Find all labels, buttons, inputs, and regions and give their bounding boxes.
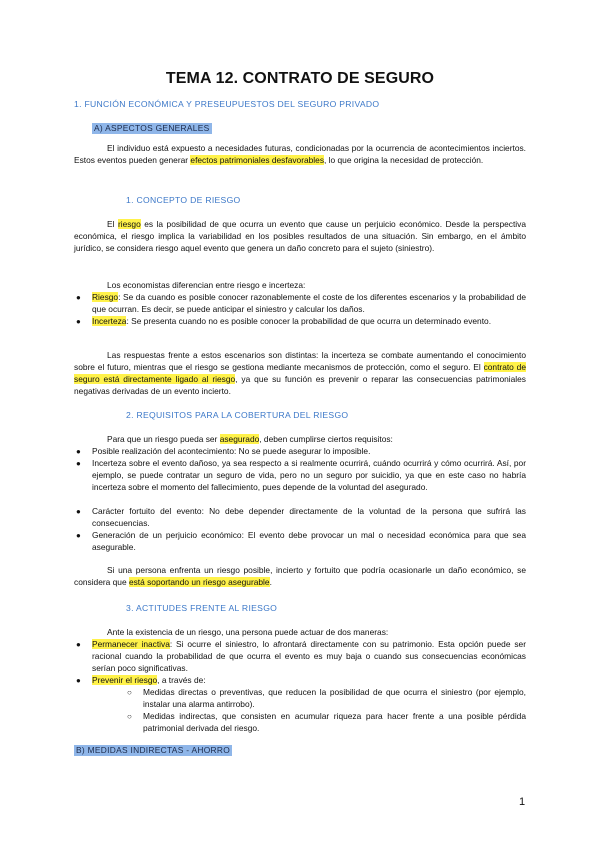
riesgo-text: El xyxy=(107,219,118,229)
bullet-text: : Se da cuando es posible conocer razonablemente el coste de los diferentes escenarios y la probabilidad de que ocurran. Es decir, se puede anticipar el siniestro y calcular los daños. xyxy=(92,292,526,314)
list-item xyxy=(76,506,526,530)
intro-text: El individuo está expuesto a necesidades futuras, condicionadas por la ocurrencia de acontecimientos inciertos. Estos eventos pueden generar xyxy=(74,143,526,165)
bullet-highlight: Incerteza xyxy=(92,316,127,326)
subheading-requisitos: 2. REQUISITOS PARA LA COBERTURA DEL RIESGO xyxy=(126,410,349,420)
bullet-icon: ● xyxy=(76,676,81,685)
respuestas-text: Las respuestas frente a estos escenarios son distintas: la incerteza se combate aumentando el conocimiento sobre el futuro, mientras que el riesgo se gestiona mediante mecanismos de protección, como el seguro. El xyxy=(74,350,526,372)
list-item xyxy=(76,458,526,494)
bullet-text: Incerteza sobre el evento dañoso, ya sea respecto a si realmente ocurrirá, cuándo ocurrirá y cómo ocurrirá. Así, por ejemplo, se puede contratar un seguro de vida, pero no un seguro por suicidio, ya que en este caso no habría incerteza sobre el momento del fallecimiento, pues depende de la voluntad del asegurado. xyxy=(92,458,526,492)
requisitos-text-end: , deben cumplirse ciertos requisitos: xyxy=(259,434,393,444)
section-b-heading: B) MEDIDAS INDIRECTAS - AHORRO xyxy=(76,745,231,755)
list-item xyxy=(76,446,526,458)
list-item xyxy=(76,292,526,316)
respuestas-highlight: contrato de seguro está directamente ligado al riesgo xyxy=(74,361,526,384)
subheading-concepto: 1. CONCEPTO DE RIESGO xyxy=(126,195,241,205)
bullet-icon: ● xyxy=(76,507,81,516)
requisitos-highlight: asegurado xyxy=(219,434,260,444)
riesgo-paragraph xyxy=(74,219,526,255)
requisitos-text: Para que un riesgo pueda ser xyxy=(107,434,220,444)
list-item xyxy=(76,639,526,675)
list-item xyxy=(76,316,526,328)
circle-bullet-icon: ○ xyxy=(127,688,132,697)
bullet-text: : Se presenta cuando no es posible conocer la probabilidad de que ocurra un determinado evento. xyxy=(126,316,492,326)
subbullet-text: Medidas directas o preventivas, que reducen la posibilidad de que ocurra el siniestro (por ejemplo, instalar una alarma antirrobo). xyxy=(143,687,526,709)
requisitos-paragraph xyxy=(74,434,526,446)
si-persona-text-end: . xyxy=(269,576,272,587)
riesgo-highlight: riesgo xyxy=(117,219,141,229)
bullet-text: Carácter fortuito del evento: No debe depender directamente de la voluntad de la persona que sufrirá las consecuencias. xyxy=(92,506,526,528)
bullet-highlight: Riesgo xyxy=(92,292,119,302)
bullet-text: Posible realización del acontecimiento: No se puede asegurar lo imposible. xyxy=(92,446,371,456)
list-item xyxy=(76,675,526,687)
economistas-paragraph: Los economistas diferencian entre riesgo e incerteza: xyxy=(107,280,306,290)
subheading-actitudes: 3. ACTITUDES FRENTE AL RIESGO xyxy=(126,603,278,613)
bullet-icon: ● xyxy=(76,447,81,456)
subbullet-text: Medidas indirectas, que consisten en acumular riqueza para hacer frente a una posible pérdida patrimonial derivada del riesgo. xyxy=(143,711,526,733)
respuestas-text-end: , ya que su función es prevenir o reparar las consecuencias patrimoniales negativas derivadas de un evento incierto. xyxy=(74,373,526,396)
bullet-highlight: Permanecer inactiva xyxy=(92,639,170,649)
bullet-highlight: Prevenir el riesgo xyxy=(92,675,158,685)
bullet-text: , a través de: xyxy=(157,675,206,685)
intro-text-end: , lo que origina la necesidad de protección. xyxy=(324,154,484,165)
intro-highlight: efectos patrimoniales desfavorables xyxy=(190,154,325,165)
riesgo-text-end: es la posibilidad de que ocurra un evento que cause un perjuicio económico. Desde la perspectiva económica, el riesgo implica la variabilidad en los posibles resultados de una situación. Sin embargo, en el ámbito jurídico, se considera riesgo aquel evento que genera un daño concreto para el sujeto (siniestro). xyxy=(74,219,527,253)
bullet-icon: ● xyxy=(76,317,81,326)
bullet-icon: ● xyxy=(76,293,81,302)
bullet-icon: ● xyxy=(76,459,81,468)
si-persona-paragraph xyxy=(74,565,526,589)
bullet-text: : Si ocurre el siniestro, lo afrontará directamente con su patrimonio. Esta opción puede ser racional cuando la probabilidad de que ocurra el evento es muy baja o cuando sus consecuencias económicas serían poco significativas. xyxy=(92,639,526,673)
document-title: TEMA 12. CONTRATO DE SEGURO xyxy=(165,70,435,87)
page-number: 1 xyxy=(519,796,526,808)
si-persona-text: Si una persona enfrenta un riesgo posible, incierto y fortuito que podría ocasionarle un daño económico, se considera que xyxy=(74,565,526,587)
intro-paragraph xyxy=(74,143,526,167)
bullet-text: Generación de un perjuicio económico: El evento debe provocar un mal o necesidad económica para que sea asegurable. xyxy=(92,530,526,552)
circle-bullet-icon: ○ xyxy=(127,712,132,721)
list-item xyxy=(127,711,526,735)
list-item xyxy=(127,687,526,711)
ante-paragraph: Ante la existencia de un riesgo, una persona puede actuar de dos maneras: xyxy=(107,627,389,637)
bullet-icon: ● xyxy=(76,531,81,540)
heading-1: 1. FUNCIÓN ECONÓMICA Y PRESEUPUESTOS DEL SEGURO PRIVADO xyxy=(74,99,380,109)
list-item xyxy=(76,530,526,554)
section-a-heading: A) ASPECTOS GENERALES xyxy=(94,123,210,133)
respuestas-paragraph xyxy=(74,350,526,398)
bullet-icon: ● xyxy=(76,640,81,649)
si-persona-highlight: está soportando un riesgo asegurable xyxy=(128,576,270,587)
